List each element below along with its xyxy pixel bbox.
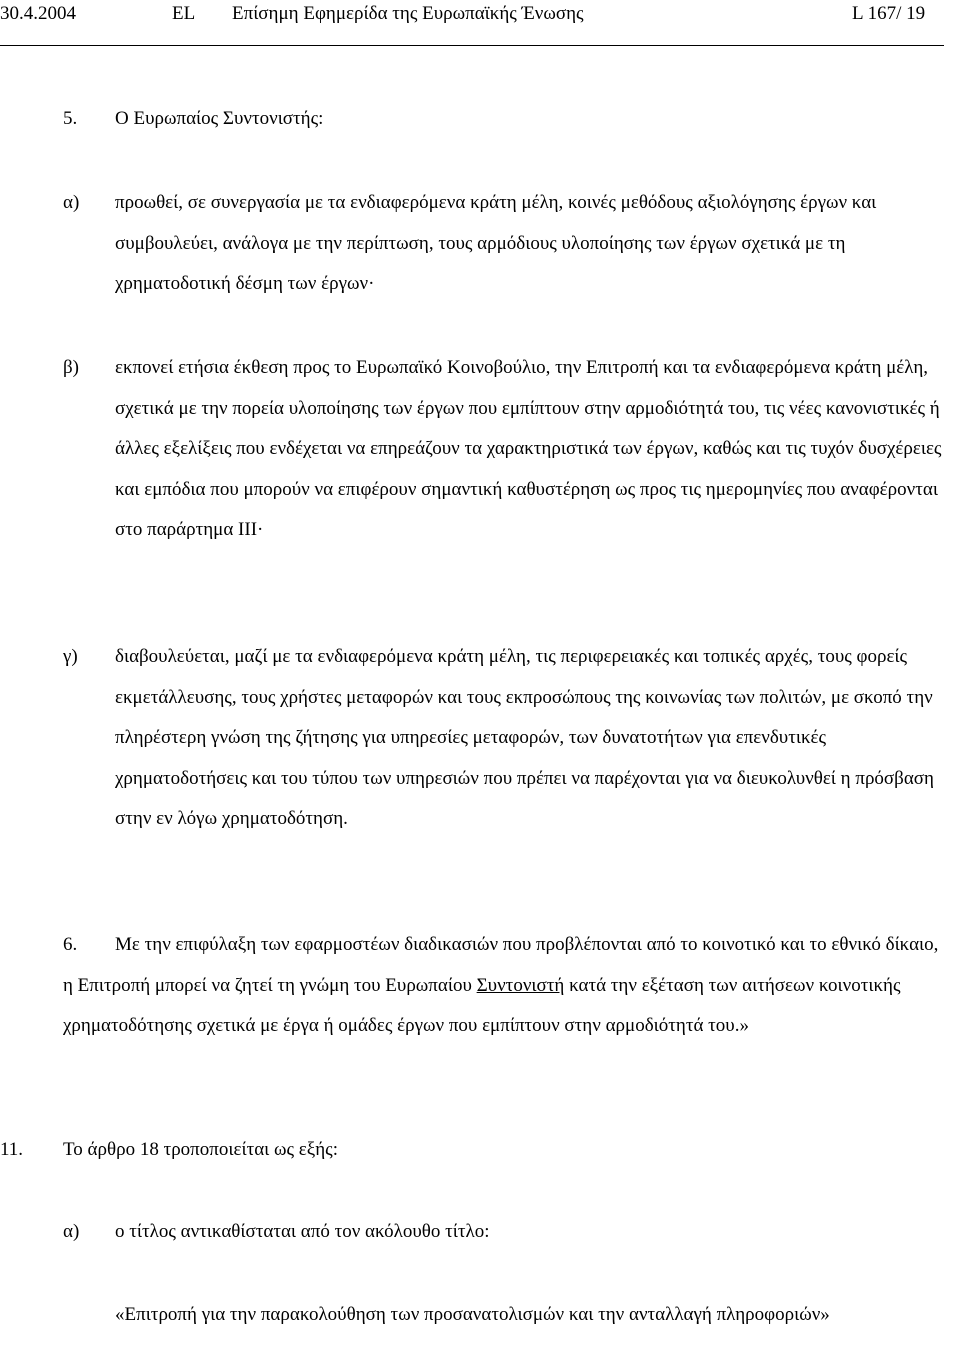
paragraph-6: [63, 925, 948, 1047]
list-item-label: β): [63, 357, 79, 378]
paragraph-text-part: Με την επιφύλαξη των εφαρμοστέων διαδικασιών που προβλέπονται από το κοινοτικό και το εθνικό δίκαιο, η Επιτροπή μπορεί να ζητεί τη γνώμη του Ευρωπαίου: [63, 934, 939, 996]
new-title-quote: «Επιτροπή για την παρακολούθηση των προσανατολισμών και την ανταλλαγή πληροφοριών»: [115, 1304, 830, 1325]
paragraph-number: 6.: [63, 934, 78, 955]
paragraph-number: 5.: [63, 108, 78, 129]
list-item-text: ο τίτλος αντικαθίσταται από τον ακόλουθο τίτλο:: [115, 1221, 490, 1242]
header-page-number: L 167/ 19: [852, 3, 926, 24]
list-item-text: προωθεί, σε συνεργασία με τα ενδιαφερόμενα κράτη μέλη, κοινές μεθόδους αξιολόγησης έργων και συμβουλεύει, ανάλογα με την περίπτωση, τους αρμόδιους υλοποίησης των έργων σχετικά με τη χρηματοδοτική δέσμη των έργων·: [115, 192, 877, 295]
page-header: [0, 0, 960, 40]
list-item-label: α): [63, 1221, 80, 1242]
header-journal-title: Επίσημη Εφημερίδα της Ευρωπαϊκής Ένωσης: [232, 3, 584, 24]
paragraph-text-part: κατά την εξέταση των αιτήσεων κοινοτικής χρηματοδότησης σχετικά με έργα ή ομάδες έργων που εμπίπτουν στην αρμοδιότητά του.»: [63, 974, 901, 1037]
paragraph-number: 11.: [0, 1139, 24, 1160]
paragraph-text: Το άρθρο 18 τροποποιείται ως εξής:: [63, 1139, 338, 1160]
list-item-label: γ): [63, 646, 78, 667]
header-date: 30.4.2004: [0, 3, 76, 24]
underlined-term: Συντονιστή: [476, 974, 565, 996]
paragraph-text: Ο Ευρωπαίος Συντονιστής:: [115, 108, 324, 129]
list-item-text: εκπονεί ετήσια έκθεση προς το Ευρωπαϊκό Κοινοβούλιο, την Επιτροπή και τα ενδιαφερόμενα κράτη μέλη, σχετικά με την πορεία υλοποίησης των έργων που εμπίπτουν στην αρμοδιότητά του, τις νέες κανονιστικές ή άλλες εξελίξεις που ενδέχεται να επηρεάζουν τα χαρακτηριστικά των έργων, καθώς και τις τυχόν δυσχέρειες και εμπόδια που μπορούν να επιφέρουν σημαντική καθυστέρηση ως προς τις ημερομηνίες που αναφέρονται στο παράρτημα III·: [115, 357, 942, 541]
list-item-label: α): [63, 192, 80, 213]
header-divider: [0, 45, 944, 46]
list-item-text: διαβουλεύεται, μαζί με τα ενδιαφερόμενα κράτη μέλη, τις περιφερειακές και τοπικές αρχές, τους φορείς εκμετάλλευσης, τους χρήστες μεταφορών και τους εκπροσώπους της κοινωνίας των πολιτών, με σκοπό την πληρέστερη γνώση της ζήτησης για υπηρεσίες μεταφορών, των δυνατοτήτων για επενδυτικές χρηματοδοτήσεις και του τύπου των υπηρεσιών που πρέπει να παρέχονται για να διευκολυνθεί η πρόσβαση στην εν λόγω χρηματοδότηση.: [115, 646, 934, 830]
header-language: EL: [172, 3, 196, 24]
